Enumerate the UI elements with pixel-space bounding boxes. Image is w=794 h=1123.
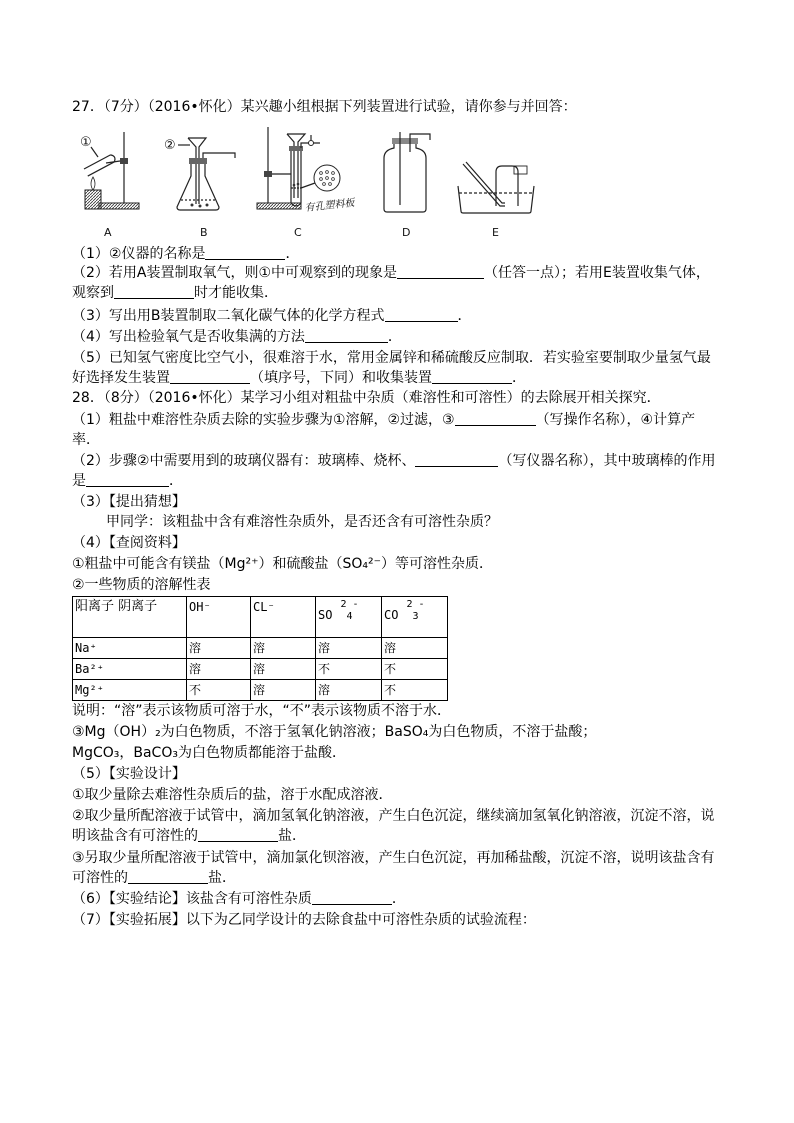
solid-particle [297,183,300,186]
answer-blank [86,472,169,487]
text: ． [387,329,402,345]
label-a: A [104,226,112,239]
alcohol-lamp [85,190,101,209]
plate-label: 有孔塑料板 [304,197,356,214]
label-d: D [402,226,411,239]
marker-1: ① [80,135,92,150]
inset-pointer [301,183,315,188]
test-tube-a [84,154,116,176]
text: （4）写出检验氧气是否收集满的方法 [72,329,305,345]
perforated-plate-inset [314,165,340,191]
solubility-cell: 不 [316,659,382,680]
text: ． [391,891,406,907]
reaction-tube-c [291,151,301,206]
solubility-cell: 不 [187,680,251,701]
marker-1-leader [91,147,98,157]
apparatus-e [458,162,534,213]
clamp-boss-a [120,158,128,164]
q27-part2-cont [72,283,278,303]
stopper-d [392,138,418,144]
marker-2: ② [164,138,176,153]
q28-part4-heading: （4）【查阅资料】 [72,535,186,551]
answer-blank [312,890,392,905]
solubility-cell: 不 [382,680,448,701]
text: （3）写出用B装置制取二氧化碳气体的化学方程式 [72,308,385,324]
q28-part4-item2: ②一些物质的溶解性表 [72,577,211,593]
text: （2）步骤②中需要用到的玻璃仪器有：玻璃棒、烧杯、 [72,453,416,469]
table-note: 说明：“溶”表示该物质可溶于水，“不”表示该物质不溶于水． [72,703,452,719]
apparatus-b [164,138,235,210]
gas-bottle-d [384,142,426,212]
anion-so4-sub: 4 [346,611,353,622]
solubility-cell: 溶 [382,638,448,659]
table-row-na [73,638,448,659]
answer-blank [205,245,285,260]
answer-blank [170,369,250,384]
text: 好选择发生装置 [72,370,170,386]
answer-blank [128,869,208,884]
q28-part6 [72,889,406,909]
q28-part5-item2: ②取少量所配溶液于试管中，滴加氢氧化钠溶液，产生白色沉淀，继续滴加氢氧化钠溶液，沉淀不溶，说 [72,808,715,824]
q28-part5-item3: ③另取少量所配溶液于试管中，滴加氯化钡溶液，产生白色沉淀，再加稀盐酸，沉淀不溶，说明该盐含有 [72,850,715,866]
cation-cell: Mg²⁺ [73,680,187,701]
text: ． [457,308,472,324]
apparatus-d [384,132,430,212]
anion-so4 [316,597,382,638]
text: （填序号，下同）和收集装置 [250,370,432,386]
q28-part2-cont [72,471,183,491]
q27-header: 27．（7分）（2016•怀化）某兴趣小组根据下列装置进行试验，请你参与并回答： [72,99,577,115]
q28-part3-heading: （3）【提出猜想】 [72,494,186,510]
solubility-cell: 溶 [251,659,316,680]
clamp-boss-c [264,171,272,177]
anion-co3-sup: 2 - [406,599,425,610]
anion-oh: OH⁻ [187,597,251,638]
delivery-tube-b [203,153,235,158]
q28-part4-item3-cont: MgCO₃，BaCO₃为白色物质都能溶于盐酸． [72,745,346,761]
delivery-tube-e-inner [466,162,505,203]
q27-part5: （5）已知氢气密度比空气小，很难溶于水，常用金属锌和稀硫酸反应制取．若实验室要制取少量氢气最 [72,350,711,366]
text: （写仪器名称），其中玻璃棒的作用 [498,453,716,469]
solubility-table [72,596,448,701]
answer-blank [455,411,536,426]
anion-so4-base: SO [318,608,333,622]
conical-flask [177,164,219,210]
answer-blank [397,264,484,279]
anion-co3 [382,597,448,638]
q28-part1 [72,410,695,430]
flask-solid [191,204,194,207]
solubility-cell: 溶 [316,638,382,659]
q28-part4-item3: ③Mg（OH）₂为白色物质，不溶于氢氧化钠溶液；BaSO₄为白色物质，不溶于盐酸； [72,724,597,740]
anion-cl: CL⁻ [251,597,316,638]
lamp-flame [91,177,95,190]
text: 盐． [278,828,306,844]
q27-part1 [72,244,299,264]
q27-part2 [72,263,710,283]
q27-part3 [72,306,472,326]
q28-part2 [72,451,715,471]
anion-so4-charge [340,599,358,623]
text: 时才能收集． [194,285,278,301]
solubility-cell: 溶 [187,659,251,680]
text: （2）若用A装置制取氧气，则①中可观察到的现象是 [72,265,398,281]
q28-part4-item1: ①粗盐中可能含有镁盐（Mg²⁺）和硫酸盐（SO₄²⁻）等可溶性杂质． [72,556,494,572]
anion-co3-charge [406,599,424,623]
label-c: C [294,226,302,239]
q28-part1-cont: 率． [72,432,100,448]
flask-solid [206,204,209,207]
answer-blank [198,827,278,842]
solubility-cell: 溶 [316,680,382,701]
solid-particle [293,184,296,187]
text: ． [512,370,526,386]
answer-blank [305,328,388,343]
text: （任答一点）；若用E装置收集气体， [484,265,710,281]
text: ． [285,246,300,262]
cation-cell: Ba²⁺ [73,659,187,680]
table-row-mg [73,680,448,701]
q27-part5-cont [72,368,526,388]
text: 是 [72,473,86,489]
q28-part5-item1: ①取少量除去难溶性杂质后的盐，溶于水配成溶液． [72,787,393,803]
text: （写操作名称），④计算产 [535,412,696,428]
answer-blank [415,452,498,467]
table-corner: 阳离子 阴离子 [73,597,187,638]
anion-co3-base: CO [384,608,399,622]
text: （1）粗盐中难溶性杂质去除的实验步骤为①溶解，②过滤，③ [72,412,455,428]
answer-blank [432,369,512,384]
label-e: E [492,226,499,239]
text: 观察到 [72,285,114,301]
q28-part7: （7）【实验拓展】以下为乙同学设计的去除食盐中可溶性杂质的试验流程： [72,912,536,928]
anion-so4-sup: 2 - [340,599,359,610]
valve-c [309,141,314,146]
text: （6）【实验结论】该盐含有可溶性杂质 [72,891,312,907]
solubility-cell: 不 [382,659,448,680]
text: ． [169,473,183,489]
stand-base-a [99,203,139,209]
apparatus-figure [72,124,552,244]
q28-part5-heading: （5）【实验设计】 [72,766,186,782]
anion-co3-sub: 3 [412,611,419,622]
label-b: B [200,226,208,239]
apparatus-a [80,132,139,209]
text: 盐． [208,870,236,886]
q28-part5-item3-cont [72,868,236,888]
answer-blank [385,307,458,322]
solubility-cell: 溶 [251,638,316,659]
text: （1）②仪器的名称是 [72,246,206,262]
stopper-b [189,158,207,164]
solubility-cell: 溶 [251,680,316,701]
solubility-cell: 溶 [187,638,251,659]
flask-solid [199,205,202,208]
text: 可溶性的 [72,870,128,886]
cation-cell: Na⁺ [73,638,187,659]
q28-part5-item2-cont [72,826,306,846]
text: 明该盐含有可溶性的 [72,828,198,844]
q28-part3-text: 甲同学：该粗盐中含有难溶性杂质外，是否还含有可溶性杂质？ [106,514,498,530]
apparatus-c [257,127,357,214]
q27-part4 [72,327,402,347]
table-header-row [73,597,448,638]
q28-header: 28．（8分）（2016•怀化）某学习小组对粗盐中杂质（难溶性和可溶性）的去除展开相关探究． [72,390,661,406]
answer-blank [114,284,194,299]
table-row-ba [73,659,448,680]
